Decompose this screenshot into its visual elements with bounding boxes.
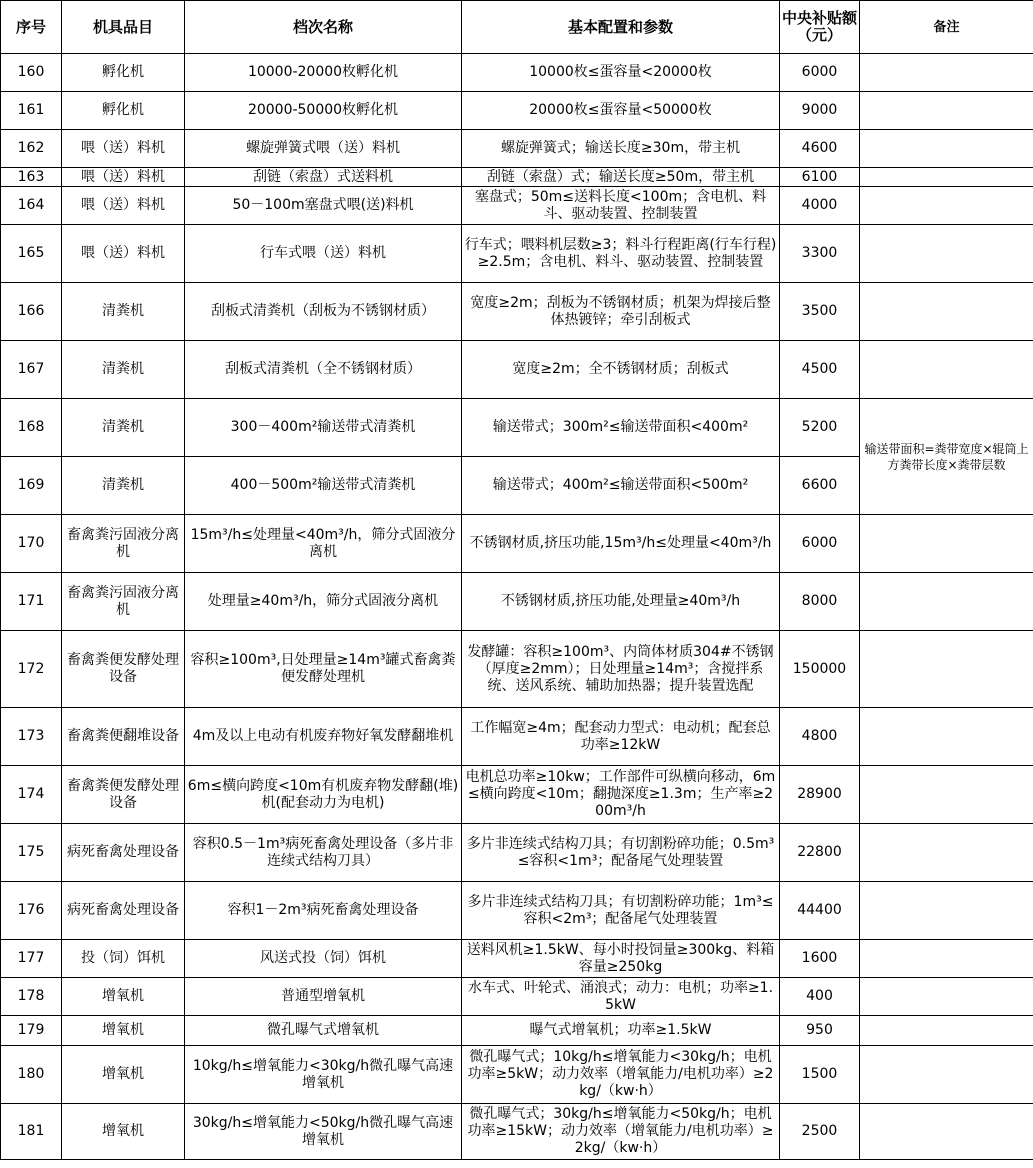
- cell-grade: 400－500m²输送带式清粪机: [185, 457, 462, 515]
- cell-grade: 300－400m²输送带式清粪机: [185, 399, 462, 457]
- table-row: [1, 1104, 1033, 1160]
- cell-grade: 刮板式清粪机（刮板为不锈钢材质）: [185, 283, 462, 341]
- cell-config: 不锈钢材质,挤压功能,15m³/h≤处理量<40m³/h: [462, 515, 780, 573]
- header-grade: 档次名称: [185, 1, 462, 54]
- table-row: [1, 882, 1033, 940]
- cell-grade: 刮板式清粪机（全不锈钢材质）: [185, 341, 462, 399]
- cell-no: 173: [1, 708, 62, 766]
- cell-category: 清粪机: [62, 283, 185, 341]
- cell-category: 增氧机: [62, 1016, 185, 1046]
- cell-no: 181: [1, 1104, 62, 1160]
- cell-no: 166: [1, 283, 62, 341]
- cell-subsidy: 4600: [780, 130, 860, 168]
- cell-no: 172: [1, 631, 62, 708]
- cell-note: [860, 631, 1033, 708]
- cell-note: [860, 824, 1033, 882]
- cell-config: 宽度≥2m；刮板为不锈钢材质；机架为焊接后整体热镀锌；牵引刮板式: [462, 283, 780, 341]
- header-note: 备注: [860, 1, 1033, 54]
- cell-category: 畜禽粪污固液分离机: [62, 515, 185, 573]
- cell-subsidy: 8000: [780, 573, 860, 631]
- table-row: [1, 631, 1033, 708]
- cell-config: 微孔曝气式；10kg/h≤增氧能力<30kg/h；电机功率≥5kW；动力效率（增氧能力/电机功率）≥2kg/（kw·h）: [462, 1046, 780, 1104]
- cell-category: 喂（送）料机: [62, 225, 185, 283]
- cell-no: 168: [1, 399, 62, 457]
- cell-grade: 普通型增氧机: [185, 978, 462, 1016]
- table-row: [1, 399, 1033, 457]
- cell-subsidy: 22800: [780, 824, 860, 882]
- table-row: [1, 708, 1033, 766]
- table-row: [1, 130, 1033, 168]
- cell-grade: 10kg/h≤增氧能力<30kg/h微孔曝气高速增氧机: [185, 1046, 462, 1104]
- cell-note: [860, 130, 1033, 168]
- cell-note: [860, 708, 1033, 766]
- header-category: 机具品目: [62, 1, 185, 54]
- cell-note: [860, 187, 1033, 225]
- cell-config: 塞盘式；50m≤送料长度<100m；含电机、料斗、驱动装置、控制装置: [462, 187, 780, 225]
- cell-no: 179: [1, 1016, 62, 1046]
- cell-config: 输送带式；400m²≤输送带面积<500m²: [462, 457, 780, 515]
- cell-no: 178: [1, 978, 62, 1016]
- cell-subsidy: 4000: [780, 187, 860, 225]
- cell-subsidy: 400: [780, 978, 860, 1016]
- header-no: 序号: [1, 1, 62, 54]
- cell-category: 畜禽粪便发酵处理设备: [62, 631, 185, 708]
- cell-config: 工作幅宽≥4m；配套动力型式：电动机；配套总功率≥12kW: [462, 708, 780, 766]
- cell-no: 162: [1, 130, 62, 168]
- cell-grade: 螺旋弹簧式喂（送）料机: [185, 130, 462, 168]
- cell-grade: 10000-20000枚孵化机: [185, 54, 462, 92]
- cell-grade: 50－100m塞盘式喂(送)料机: [185, 187, 462, 225]
- cell-category: 病死畜禽处理设备: [62, 824, 185, 882]
- cell-grade: 容积1－2m³病死畜禽处理设备: [185, 882, 462, 940]
- cell-no: 165: [1, 225, 62, 283]
- table-row: [1, 573, 1033, 631]
- cell-category: 孵化机: [62, 54, 185, 92]
- cell-subsidy: 1600: [780, 940, 860, 978]
- cell-no: 170: [1, 515, 62, 573]
- cell-category: 清粪机: [62, 457, 185, 515]
- table-row: [1, 187, 1033, 225]
- cell-grade: 15m³/h≤处理量<40m³/h，筛分式固液分离机: [185, 515, 462, 573]
- cell-subsidy: 9000: [780, 92, 860, 130]
- cell-grade: 刮链（索盘）式送料机: [185, 168, 462, 187]
- cell-note: [860, 225, 1033, 283]
- cell-note: [860, 1046, 1033, 1104]
- cell-subsidy: 3300: [780, 225, 860, 283]
- cell-subsidy: 2500: [780, 1104, 860, 1160]
- cell-category: 畜禽粪污固液分离机: [62, 573, 185, 631]
- cell-no: 180: [1, 1046, 62, 1104]
- cell-note: [860, 168, 1033, 187]
- cell-category: 增氧机: [62, 1046, 185, 1104]
- cell-no: 169: [1, 457, 62, 515]
- cell-no: 174: [1, 766, 62, 824]
- cell-note: [860, 882, 1033, 940]
- cell-grade: 容积≥100m³,日处理量≥14m³罐式畜禽粪便发酵处理机: [185, 631, 462, 708]
- cell-grade: 6m≤横向跨度<10m有机废弃物发酵翻(堆)机(配套动力为电机): [185, 766, 462, 824]
- cell-config: 微孔曝气式；30kg/h≤增氧能力<50kg/h；电机功率≥15kW；动力效率（增氧能力/电机功率）≥2kg/（kw·h）: [462, 1104, 780, 1160]
- cell-subsidy: 6000: [780, 54, 860, 92]
- cell-no: 161: [1, 92, 62, 130]
- cell-config: 行车式；喂料机层数≥3；料斗行程距离(行车行程)≥2.5m；含电机、料斗、驱动装置、控制装置: [462, 225, 780, 283]
- cell-config: 10000枚≤蛋容量<20000枚: [462, 54, 780, 92]
- cell-config: 刮链（索盘）式；输送长度≥50m，带主机: [462, 168, 780, 187]
- cell-subsidy: 3500: [780, 283, 860, 341]
- cell-note: [860, 1104, 1033, 1160]
- cell-note: [860, 573, 1033, 631]
- header-subsidy: 中央补贴额（元）: [780, 1, 860, 54]
- cell-note-merged: 输送带面积=粪带宽度×辊筒上方粪带长度×粪带层数: [860, 399, 1033, 515]
- cell-no: 177: [1, 940, 62, 978]
- table-row: [1, 1046, 1033, 1104]
- cell-grade: 风送式投（饲）饵机: [185, 940, 462, 978]
- cell-note: [860, 54, 1033, 92]
- cell-config: 发酵罐：容积≥100m³、内筒体材质304#不锈钢（厚度≥2mm）；日处理量≥14m³；含搅拌系统、送风系统、辅助加热器；提升装置选配: [462, 631, 780, 708]
- cell-config: 多片非连续式结构刀具；有切割粉碎功能；1m³≤容积<2m³；配备尾气处理装置: [462, 882, 780, 940]
- cell-note: [860, 978, 1033, 1016]
- cell-grade: 20000-50000枚孵化机: [185, 92, 462, 130]
- cell-config: 螺旋弹簧式；输送长度≥30m，带主机: [462, 130, 780, 168]
- cell-grade: 微孔曝气式增氧机: [185, 1016, 462, 1046]
- cell-category: 喂（送）料机: [62, 130, 185, 168]
- table-row: [1, 54, 1033, 92]
- table-row: [1, 92, 1033, 130]
- cell-subsidy: 44400: [780, 882, 860, 940]
- cell-config: 曝气式增氧机；功率≥1.5kW: [462, 1016, 780, 1046]
- cell-category: 畜禽粪便发酵处理设备: [62, 766, 185, 824]
- cell-config: 20000枚≤蛋容量<50000枚: [462, 92, 780, 130]
- cell-no: 163: [1, 168, 62, 187]
- cell-category: 孵化机: [62, 92, 185, 130]
- table-row: [1, 283, 1033, 341]
- header-config: 基本配置和参数: [462, 1, 780, 54]
- cell-note: [860, 766, 1033, 824]
- table-row: [1, 225, 1033, 283]
- table-row: [1, 824, 1033, 882]
- cell-category: 喂（送）料机: [62, 168, 185, 187]
- cell-category: 增氧机: [62, 978, 185, 1016]
- cell-category: 增氧机: [62, 1104, 185, 1160]
- cell-config: 不锈钢材质,挤压功能,处理量≥40m³/h: [462, 573, 780, 631]
- table-row: [1, 1016, 1033, 1046]
- cell-subsidy: 6600: [780, 457, 860, 515]
- table-row: [1, 766, 1033, 824]
- cell-category: 病死畜禽处理设备: [62, 882, 185, 940]
- cell-subsidy: 28900: [780, 766, 860, 824]
- table-header-row: [1, 1, 1033, 54]
- cell-subsidy: 6100: [780, 168, 860, 187]
- cell-no: 176: [1, 882, 62, 940]
- cell-no: 167: [1, 341, 62, 399]
- cell-config: 多片非连续式结构刀具；有切割粉碎功能；0.5m³≤容积<1m³；配备尾气处理装置: [462, 824, 780, 882]
- cell-category: 投（饲）饵机: [62, 940, 185, 978]
- cell-config: 水车式、叶轮式、涌浪式；动力：电机；功率≥1.5kW: [462, 978, 780, 1016]
- table-row: [1, 168, 1033, 187]
- cell-no: 160: [1, 54, 62, 92]
- cell-grade: 30kg/h≤增氧能力<50kg/h微孔曝气高速增氧机: [185, 1104, 462, 1160]
- cell-grade: 行车式喂（送）料机: [185, 225, 462, 283]
- cell-note: [860, 341, 1033, 399]
- cell-config: 宽度≥2m；全不锈钢材质；刮板式: [462, 341, 780, 399]
- cell-subsidy: 4800: [780, 708, 860, 766]
- cell-grade: 处理量≥40m³/h，筛分式固液分离机: [185, 573, 462, 631]
- table-row: [1, 515, 1033, 573]
- table-row: [1, 978, 1033, 1016]
- cell-no: 164: [1, 187, 62, 225]
- cell-config: 输送带式；300m²≤输送带面积<400m²: [462, 399, 780, 457]
- cell-subsidy: 950: [780, 1016, 860, 1046]
- cell-category: 喂（送）料机: [62, 187, 185, 225]
- table-row: [1, 341, 1033, 399]
- cell-subsidy: 5200: [780, 399, 860, 457]
- cell-grade: 4m及以上电动有机废弃物好氧发酵翻堆机: [185, 708, 462, 766]
- cell-subsidy: 6000: [780, 515, 860, 573]
- cell-no: 175: [1, 824, 62, 882]
- cell-config: 送料风机≥1.5kW、每小时投饲量≥300kg、料箱容量≥250kg: [462, 940, 780, 978]
- cell-subsidy: 1500: [780, 1046, 860, 1104]
- cell-no: 171: [1, 573, 62, 631]
- cell-subsidy: 4500: [780, 341, 860, 399]
- cell-config: 电机总功率≥10kw；工作部件可纵横向移动，6m≤横向跨度<10m；翻抛深度≥1.3m；生产率≥200m³/h: [462, 766, 780, 824]
- cell-grade: 容积0.5－1m³病死畜禽处理设备（多片非连续式结构刀具）: [185, 824, 462, 882]
- cell-category: 畜禽粪便翻堆设备: [62, 708, 185, 766]
- cell-category: 清粪机: [62, 341, 185, 399]
- cell-subsidy: 150000: [780, 631, 860, 708]
- table-row: [1, 940, 1033, 978]
- cell-note: [860, 940, 1033, 978]
- cell-category: 清粪机: [62, 399, 185, 457]
- cell-note: [860, 283, 1033, 341]
- cell-note: [860, 1016, 1033, 1046]
- cell-note: [860, 515, 1033, 573]
- cell-note: [860, 92, 1033, 130]
